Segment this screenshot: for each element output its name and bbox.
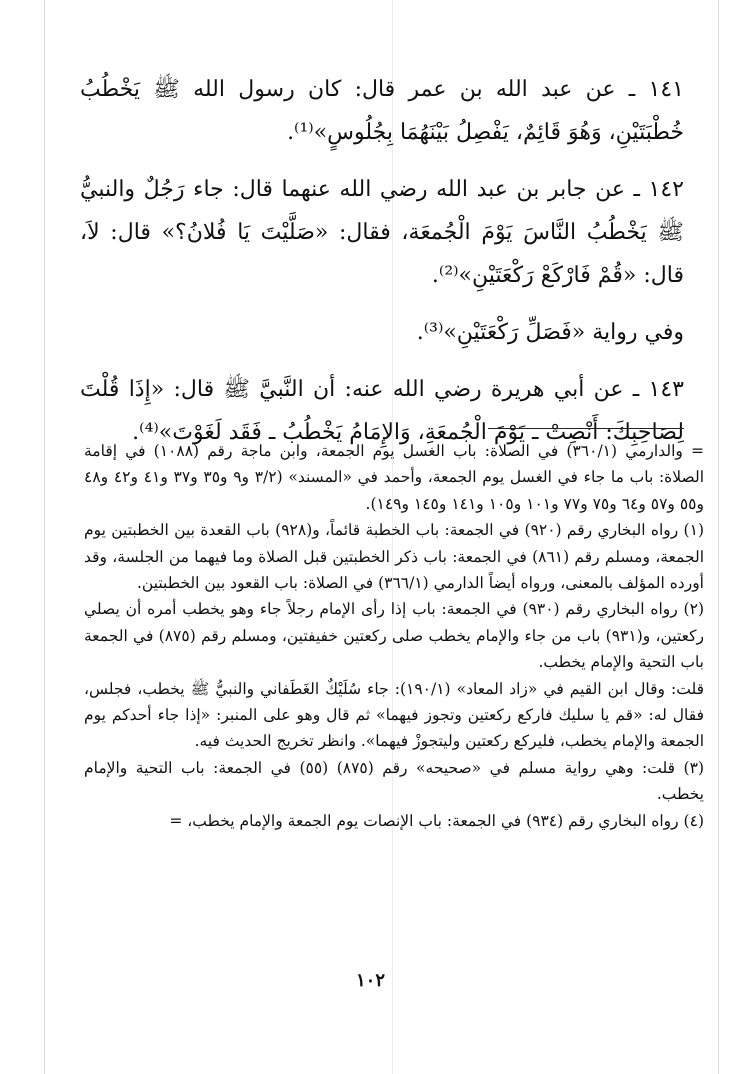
footnote-1: (١) رواه البخاري رقم (٩٢٠) في الجمعة: باب الخطبة قائماً، و(٩٢٨) باب القعدة بين الخطبتين يوم الجمعة، ومسلم رقم (٨٦١) في الجمعة: باب ذكر الخطبتين قبل الصلاة وما فيهما من الجلسة، وقد أورده المؤلف بالمعنى، ورواه أيضاً الدارمي (٣٦٦/١) في الصلاة: باب القعود بين الخطبتين. (84, 521, 705, 593)
page-number: ١٠٢ (355, 970, 385, 991)
hadith-143: ١٤٣ ـ عن أبي هريرة رضي الله عنه: أن النَّبيَّ ﷺ قال: «إِذَا قُلْتَ لِصَاحِبِكَ: أَنْصِتْ ـ يَوْمَ الْجُمعَةِ، وَالإِمَامُ يَخْطُبُ ـ فَقَد لَغَوْتَ»⁽⁴⁾. (80, 377, 684, 445)
scan-mark-left (44, 0, 45, 1074)
footnotes (84, 438, 704, 834)
footnote-2-comment: قلت: وقال ابن القيم في «زاد المعاد» (١٩٠/١): جاء سُلَيْكٌ الغَطَفاني والنبيُّ ﷺ يخطب، فجلس، فقال له: «قم يا سليك فاركع ركعتين وتجوز فيهما» ثم قال وهو على المنبر: «إذا جاء أحدكم يوم الجمعة والإمام يخطب، فليركع ركعتين وليتجوزْ فيهما». وانظر تخريج الحديث فيه. (84, 679, 705, 751)
hadith-142-variant: وفي رواية «فَصَلِّ رَكْعَتَيْنِ»⁽³⁾. (416, 320, 684, 345)
hadith-142: ١٤٢ ـ عن جابر بن عبد الله رضي الله عنهما قال: جاء رَجُلٌ والنبيُّ ﷺ يَخْطُبُ النَّاسَ يَوْمَ الْجُمعَة، فقال: «صَلَّيْتَ يَا فُلانُ؟» قال: لاَ، قال: «قُمْ فَارْكَعْ رَكْعَتَيْنِ»⁽²⁾. (80, 177, 684, 288)
footnote-2: (٢) رواه البخاري رقم (٩٣٠) في الجمعة: باب إذا رأى الإمام رجلاً جاء وهو يخطب أمره أن يصلي ركعتين، و(٩٣١) باب من جاء والإمام يخطب صلى ركعتين خفيفتين، ومسلم رقم (٨٧٥) في الجمعة باب التحية والإمام يخطب. (84, 600, 705, 672)
footnote-continued: = والدارمي (٣٦٠/١) في الصلاة: باب الغسل يوم الجمعة، وابن ماجة رقم (١٠٨٨) في إقامة الصلاة: باب ما جاء في الغسل يوم الجمعة، وأحمد في «المسند» (٣/٢ و٩ و٣٥ و٣٧ و٤١ و٤٢ و٤٨ و٥٥ و٥٧ و٦٤ و٧٥ و٧٧ و١٠١ و١٠٥ و١٤١ و١٤٥ و١٤٩). (84, 442, 705, 513)
footnote-4: (٤) رواه البخاري رقم (٩٣٤) في الجمعة: باب الإنصات يوم الجمعة والإمام يخطب، = (169, 811, 704, 830)
footnote-3: (٣) قلت: وهي رواية مسلم في «صحيحه» رقم (٨٧٥) (٥٥) في الجمعة: باب التحية والإمام يخطب. (84, 758, 704, 804)
hadith-141: ١٤١ ـ عن عبد الله بن عمر قال: كان رسول الله ﷺ يَخْطُبُ خُطْبَتَيْنِ، وَهُوَ قَائِمٌ، يَفْصِلُ بَيْنَهُمَا بِجُلُوسٍ»⁽¹⁾. (80, 77, 684, 145)
main-text (80, 68, 684, 468)
scan-mark-right (718, 0, 719, 1074)
footnote-divider (488, 428, 684, 429)
